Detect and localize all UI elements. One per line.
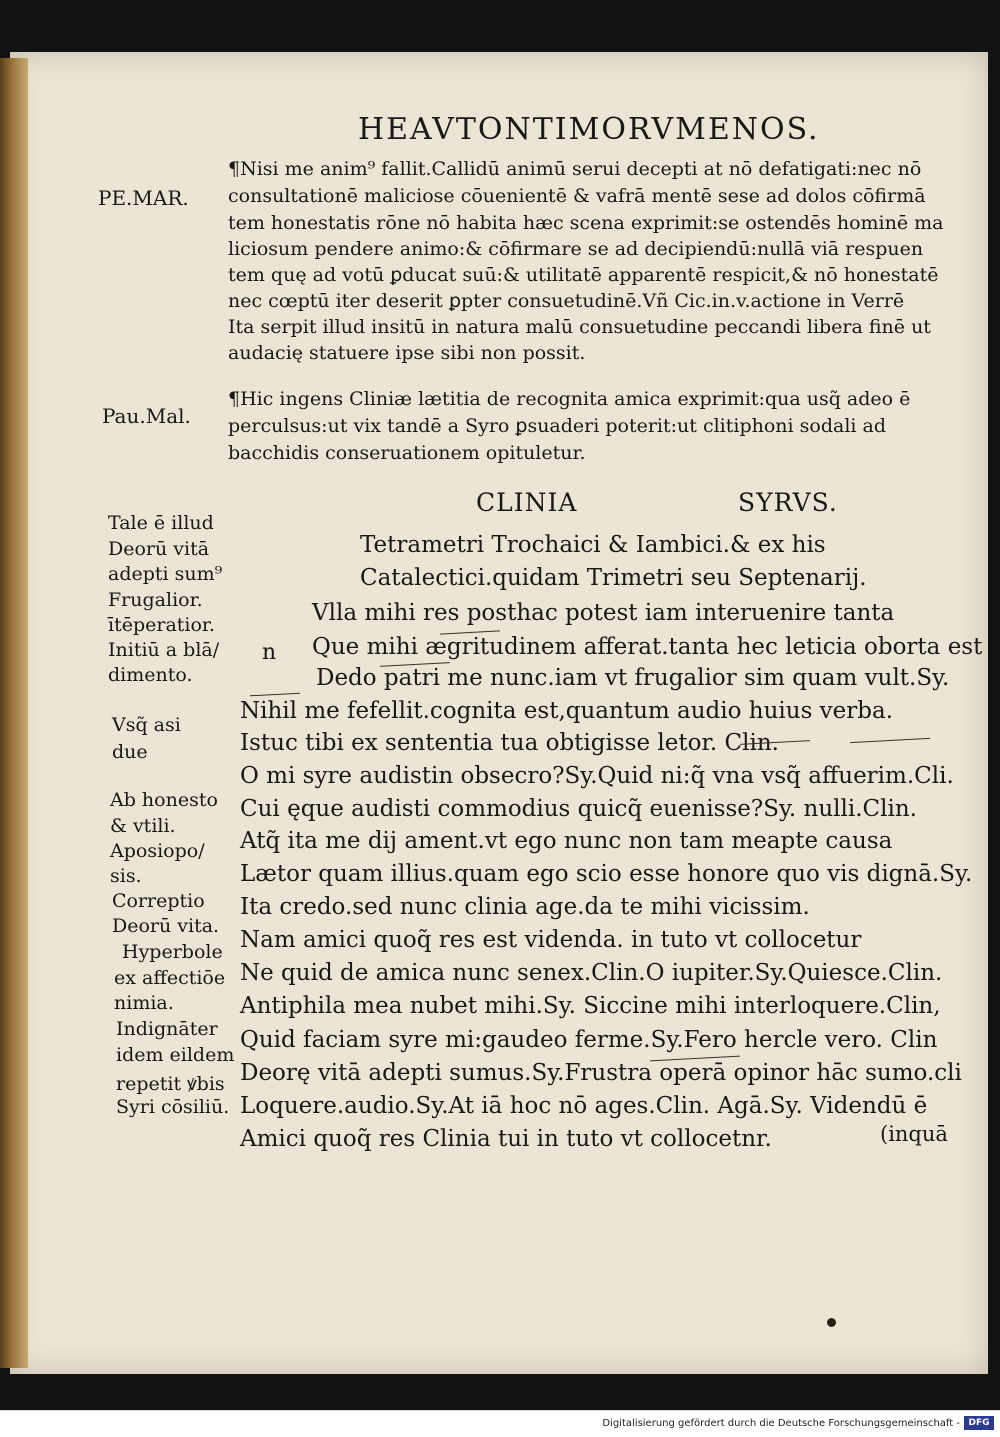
page-title: HEAVTONTIMORVMENOS. (358, 112, 820, 147)
verse-line: Ita credo.sed nunc clinia age.da te mihi vicissim. (240, 894, 810, 920)
role-clinia: CLINIA (476, 488, 578, 517)
verse-line: Loquere.audio.Sy.At iā hoc nō ages.Clin. Agā.Sy. Videndū ē (240, 1093, 928, 1119)
verse-line: Vlla mihi res posthac potest iam interuenire tanta (312, 600, 895, 626)
verse-line: Amici quoq̃ res Clinia tui in tuto vt collocetnr. (240, 1126, 772, 1152)
margin-note: dimento. (108, 664, 193, 686)
margin-note: Indignāter (116, 1018, 218, 1040)
verse-line: Antiphila mea nubet mihi.Sy. Siccine mihi interloquere.Clin, (240, 993, 941, 1019)
margin-note: due (112, 741, 148, 763)
margin-note: Tale ē illud (108, 512, 214, 534)
commentary-label: Pau.Mal. (102, 404, 191, 428)
verse-line: Nihil me fefellit.cognita est,quantum audio huius verba. (240, 698, 894, 724)
footer-credit: Digitalisierung gefördert durch die Deutsche Forschungsgemeinschaft - (602, 1418, 960, 1429)
verse-line: Nam amici quoq̃ res est videnda. in tuto vt collocetur (240, 927, 862, 953)
margin-note: repetit ꝟbis (116, 1073, 225, 1095)
role-syrus: SYRVS. (738, 488, 838, 517)
commentary-line: consultationē maliciose cōuenientē & vafrā mentē sese ad dolos cōfirmā (228, 185, 926, 207)
commentary-line: tem quę ad votū ꝑducat suū:& utilitatē apparentē respicit,& nō honestatē (228, 264, 939, 286)
catchword: (inquā (880, 1122, 948, 1146)
commentary-line: Ita serpit illud insitū in natura malū consuetudine peccandi libera finē ut (228, 316, 931, 338)
verse-line: Atq̃ ita me dij ament.vt ego nunc non tam meapte causa (240, 828, 893, 854)
commentary-label: PE.MAR. (98, 186, 189, 210)
margin-note: Initiū a blā/ (108, 639, 220, 661)
margin-note: Syri cōsiliū. (116, 1096, 230, 1118)
margin-note: Correptio (112, 890, 205, 912)
verse-line: Deorę vitā adepti sumus.Sy.Frustra operā opinor hāc sumo.cli (240, 1060, 962, 1086)
commentary-line: perculsus:ut vix tandē a Syro ꝑsuaderi poterit:ut clitiphoni sodali ad (228, 415, 887, 437)
commentary-line: ¶Nisi me anim⁹ fallit.Callidū animū serui decepti at nō defatigati:nec nō (228, 158, 922, 180)
margin-note: Frugalior. (108, 589, 203, 611)
verse-line: Dedo patri me nunc.iam vt frugalior sim quam vult.Sy. (316, 665, 950, 691)
margin-note: Ab honesto (110, 789, 218, 811)
margin-note: ex affectiōe (114, 967, 226, 989)
meter-line: Catalectici.quidam Trimetri seu Septenarij. (360, 565, 867, 591)
book-spine (0, 58, 28, 1368)
verse-line: Que mihi ægritudinem afferat.tanta hec leticia oborta est (312, 634, 983, 660)
verse-line: Cui ęque audisti commodius quicq̃ euenisse?Sy. nulli.Clin. (240, 796, 917, 822)
commentary-line: audacię statuere ipse sibi non possit. (228, 342, 586, 364)
margin-note: ītēperatior. (108, 614, 215, 636)
verse-line: O mi syre audistin obsecro?Sy.Quid ni:q̃ vna vsq̃ affuerim.Cli. (240, 763, 954, 789)
commentary-line: bacchidis conseruationem opituletur. (228, 442, 586, 464)
commentary-line: ¶Hic ingens Cliniæ lætitia de recognita amica exprimit:qua usq̃ adeo ē (228, 388, 911, 410)
margin-note: Aposiopo/ (110, 840, 205, 862)
margin-note: & vtili. (110, 815, 176, 837)
marginal-letter: n (262, 640, 277, 665)
margin-note: Vsq̃ asi (112, 714, 181, 736)
margin-note: idem eildem (116, 1044, 235, 1066)
margin-note: sis. (110, 865, 142, 887)
margin-note: adepti sum⁹ (108, 563, 223, 585)
verse-line: Ne quid de amica nunc senex.Clin.O iupiter.Sy.Quiesce.Clin. (240, 960, 943, 986)
verse-line: Lætor quam illius.quam ego scio esse honore quo vis dignā.Sy. (240, 861, 973, 887)
meter-line: Tetrametri Trochaici & Iambici.& ex his (360, 532, 826, 558)
margin-note: Deorū vita. (112, 915, 220, 937)
commentary-line: nec cœptū iter deserit ꝑpter consuetudinē.Vñ Cic.in.v.actione in Verrē (228, 290, 905, 312)
margin-note: nimia. (114, 992, 174, 1014)
verse-line: Quid faciam syre mi:gaudeo ferme.Sy.Fero hercle vero. Clin (240, 1027, 938, 1053)
ink-dot (827, 1318, 836, 1327)
verse-line: Istuc tibi ex sententia tua obtigisse letor. Clin. (240, 730, 779, 756)
dfg-logo-icon: DFG (964, 1416, 994, 1430)
margin-note: Hyperbole (122, 941, 223, 963)
margin-note: Deorū vitā (108, 538, 210, 560)
commentary-line: tem honestatis rōne nō habita hæc scena exprimit:se ostendēs hominē ma (228, 212, 944, 234)
commentary-line: liciosum pendere animo:& cōfirmare se ad decipiendū:nullā viā respuen (228, 238, 924, 260)
